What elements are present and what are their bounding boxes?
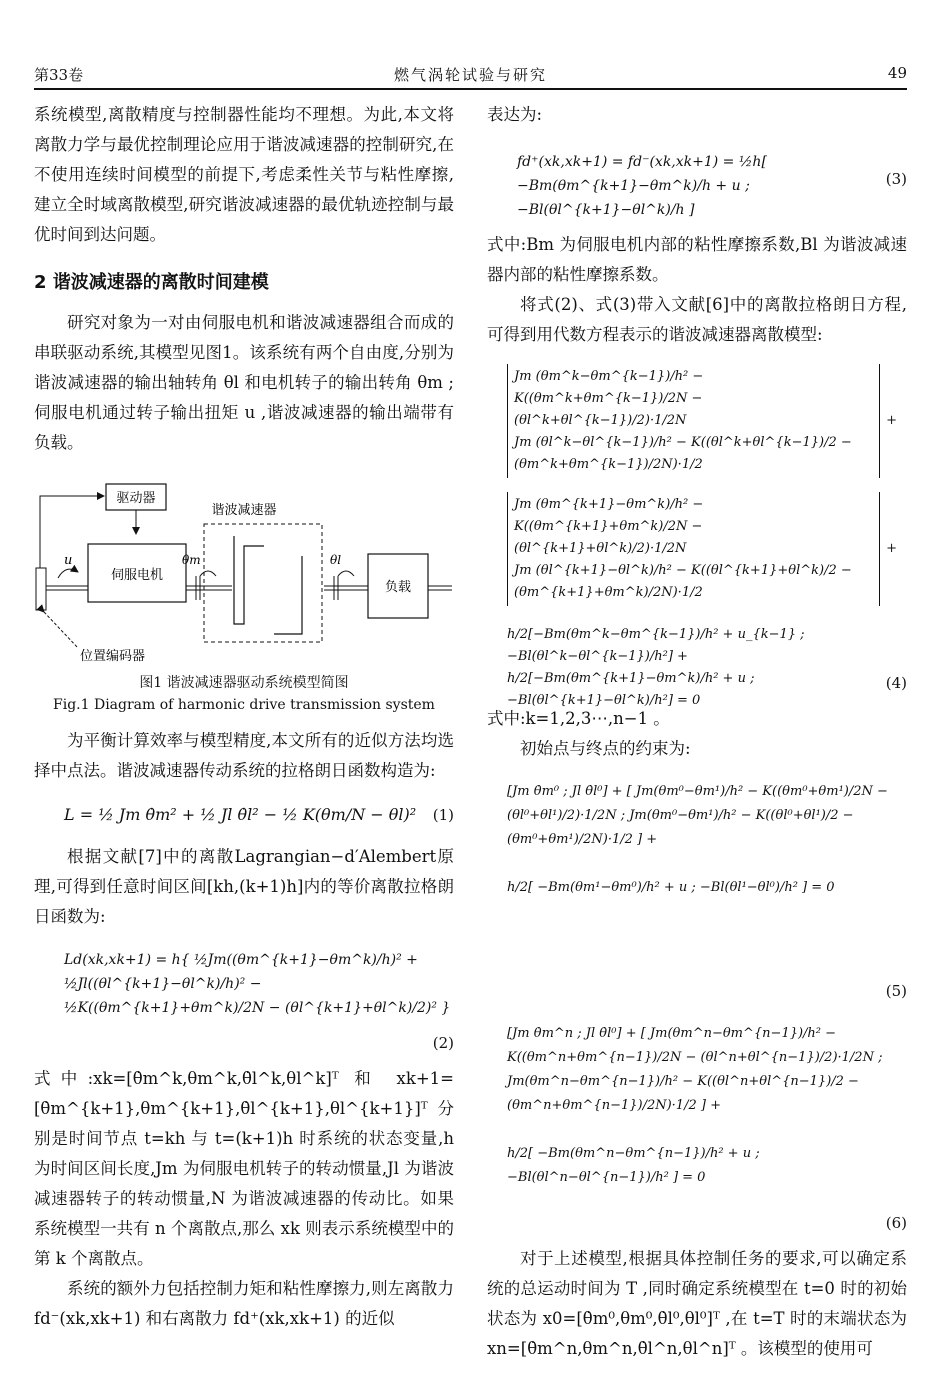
drive-label: 驱动器 bbox=[116, 491, 156, 506]
figure-caption-cn: 图1 谐波减速器驱动系统模型简图 bbox=[139, 675, 349, 691]
load-label: 负载 bbox=[384, 580, 412, 595]
object-paragraph: 研究对象为一对由伺服电机和谐波减速器组合而成的串联驱动系统,其模型见图1。该系统有两个自由度,分别为谐波减速器的输出轴转角 θl 和电机转子的输出转角 θm ;伺服电机通过转子输出扭矩 u ,谐波减速器的输出端带有负载。 bbox=[34, 313, 454, 452]
journal-title: 燃气涡轮试验与研究 bbox=[393, 66, 547, 84]
intro-paragraph: 系统模型,离散精度与控制器性能均不理想。为此,本文将离散力学与最优控制理论应用于谐波减速器的控制研究,在不使用连续时间模型的前提下,考虑柔性关节与粘性摩擦,建立全时域离散模型,研究谐波减速器的最优轨迹控制与最优时间到达问题。 bbox=[34, 105, 454, 244]
equation-5 bbox=[487, 770, 907, 1006]
equation-4: Jm (θm^k−θm^{k−1})/h² − K((θm^k+θm^{k−1})/2N − (θl^k+θl^{k−1})/2)·1/2N Jm (θl^k−θl^{k−1})/h² − K((θl^k+θl^{k−1})/2 − (θm^k+θm^{k−1})/2N)·1/2 + Jm (θm^{k+1}−θm^k)/h² − K((θm^{k+1}+θm^k)/2N − (θl^{k+1}+θl^k)/2)·1/2N Jm (θl^{k+1}−θl^k)/h² − K((θl^{k+1}+θl^k)/2 − (θm^{k+1}+θm^k)/2N)·1/2 + h/2[−Bm(θm^k−θm^{k−1})/h² + u_{k−1} ; −Bl(θl^k−θl^{k−1})/h²] + h/2[−Bm(θm^{k+1}−θm^k)/h² + u ; −Bl(θl^{k+1}−θl^k)/h²] = 0 (4) bbox=[487, 356, 907, 698]
equation-1-number: (1) bbox=[432, 806, 454, 824]
theta-l-label: θl bbox=[330, 553, 342, 567]
equation-3 bbox=[487, 136, 907, 224]
equation-4-row-3: Jm (θm^{k+1}−θm^k)/h² − K((θm^{k+1}+θm^k)/2N − (θl^{k+1}+θl^k)/2)·1/2N bbox=[514, 497, 704, 556]
final-paragraph: 对于上述模型,根据具体控制任务的要求,可以确定系统的总运动时间为 T ,同时确定系统模型在 t=0 时的初始状态为 x0=[θ̇m⁰,θm⁰,θ̇l⁰,θl⁰]ᵀ ,在 t=T 时的末端状态为 xn=[θ̇m^n,θm^n,θ̇l^n,θl^n]ᵀ 。该模型的使用可 bbox=[487, 1249, 907, 1358]
equation-1 bbox=[34, 792, 454, 836]
u-label: u bbox=[64, 553, 73, 568]
motor-label: 伺服电机 bbox=[110, 568, 164, 583]
midpoint-paragraph: 为平衡计算效率与模型精度,本文所有的近似方法均选择中点法。谐波减速器传动系统的拉格朗日函数构造为: bbox=[34, 731, 454, 780]
equation-4-number: (4) bbox=[885, 674, 907, 692]
equation-2-number: (2) bbox=[432, 1034, 454, 1052]
expression-paragraph: 表达为: bbox=[487, 105, 543, 124]
header-rule bbox=[34, 88, 907, 90]
figure-caption-en: Fig.1 Diagram of harmonic drive transmission system bbox=[53, 697, 435, 713]
definition-paragraph: 式中:xk=[θ̇m^k,θm^k,θ̇l^k,θl^k]ᵀ 和 xk+1=[θ̇m^{k+1},θm^{k+1},θ̇l^{k+1},θl^{k+1}]ᵀ 分别是时间节点 t=kh 与 t=(k+1)h 时系统的状态变量,h 为时间区间长度,Jm 为伺服电机转子的转动惯量,Jl 为谐波减速器转子的转动惯量,N 为谐波减速器的传动比。如果系统模型一共有 n 个离散点,那么 xk 则表示系统模型中的第 k 个离散点。 bbox=[34, 1069, 454, 1268]
left-column bbox=[34, 100, 454, 1334]
right-column bbox=[487, 100, 907, 1364]
equation-4-row-4: Jm (θl^{k+1}−θl^k)/h² − K((θl^{k+1}+θl^k)/2 − (θm^{k+1}+θm^k)/2N)·1/2 bbox=[514, 563, 852, 600]
equation-4-row-2: Jm (θl^k−θl^{k−1})/h² − K((θl^k+θl^{k−1})/2 − (θm^k+θm^{k−1})/2N)·1/2 bbox=[514, 435, 852, 472]
encoder-label: 位置编码器 bbox=[80, 649, 146, 664]
equation-2 bbox=[34, 938, 454, 1058]
equation-5-number: (5) bbox=[885, 982, 907, 1000]
reducer-label: 谐波减速器 bbox=[211, 503, 277, 518]
volume-label: 第33卷 bbox=[34, 66, 84, 84]
force-paragraph: 系统的额外力包括控制力矩和粘性摩擦力,则左离散力 fd⁻(xk,xk+1) 和右离散力 fd⁺(xk,xk+1) 的近似 bbox=[34, 1279, 454, 1328]
system-diagram bbox=[34, 464, 454, 672]
equation-4-row-5: h/2[−Bm(θm^k−θm^{k−1})/h² + u_{k−1} ; −Bl(θl^k−θl^{k−1})/h²] + h/2[−Bm(θm^{k+1}−θm^k)/h² + u ; −Bl(θl^{k+1}−θl^k)/h²] = 0 bbox=[507, 627, 805, 708]
equation-4-block-2 bbox=[507, 492, 880, 606]
equation-3-body: fd⁺(xk,xk+1) = fd⁻(xk,xk+1) = ½h[ −Bm(θm^{k+1}−θm^k)/h + u ; −Bl(θl^{k+1}−θl^k)/h ] bbox=[517, 154, 767, 218]
equation-2-body: Ld(xk,xk+1) = h{ ½Jm((θm^{k+1}−θm^k)/h)² + ½Jl((θl^{k+1}−θl^k)/h)² − ½K((θm^{k+1}+θm^k)/2N − (θl^{k+1}+θl^k)/2)² } bbox=[64, 952, 451, 1016]
page-number: 49 bbox=[887, 64, 907, 82]
constraint-paragraph: 初始点与终点的约束为: bbox=[520, 739, 691, 758]
section-title: 2 谐波减速器的离散时间建模 bbox=[34, 272, 269, 293]
equation-4-row-1: Jm (θm^k−θm^{k−1})/h² − K((θm^k+θm^{k−1})/2N − (θl^k+θl^{k−1})/2)·1/2N bbox=[514, 369, 704, 428]
equation-6-number: (6) bbox=[885, 1214, 907, 1232]
equation-5-part-b: h/2[ −Bm(θm¹−θm⁰)/h² + u ; −Bl(θl¹−θl⁰)/h² ] = 0 bbox=[507, 880, 835, 895]
figure-1 bbox=[34, 464, 454, 672]
equation-6 bbox=[487, 1012, 907, 1238]
equation-4-block-1 bbox=[507, 364, 880, 478]
equation-5-part-a: [Jm θ̇m⁰ ; Jl θ̇l⁰] + [ Jm(θm⁰−θm¹)/h² − K((θm⁰+θm¹)/2N − (θl⁰+θl¹)/2)·1/2N ; Jm(θm⁰−θm¹)/h² − K((θl⁰+θl¹)/2 − (θm⁰+θm¹)/2N)·1/2 ] + bbox=[507, 784, 888, 847]
lagrangian-paragraph: 根据文献[7]中的离散Lagrangian−d′Alembert原理,可得到任意时间区间[kh,(k+1)h]内的等价离散拉格朗日函数为: bbox=[34, 847, 454, 926]
equation-6-part-a: [Jm θ̇m^n ; Jl θ̇l⁰] + [ Jm(θm^n−θm^{n−1})/h² − K((θm^n+θm^{n−1})/2N − (θl^n+θl^{n−1})/2)·1/2N ; Jm(θm^n−θm^{n−1})/h² − K((θl^n+θl^{n−1})/2 − (θm^n+θm^{n−1})/2N)·1/2 ] + bbox=[507, 1026, 883, 1113]
equation-3-number: (3) bbox=[885, 170, 907, 188]
where3-paragraph: 式中:Bm 为伺服电机内部的粘性摩擦系数,Bl 为谐波减速器内部的粘性摩擦系数。 bbox=[487, 235, 907, 284]
theta-m-label: θm bbox=[182, 553, 201, 567]
equation-1-body: L = ½ Jm θ̇m² + ½ Jl θ̇l² − ½ K(θm/N − θl)² bbox=[64, 805, 417, 824]
k-range-paragraph: 式中:k=1,2,3⋯,n−1 。 bbox=[487, 709, 670, 728]
substitution-paragraph: 将式(2)、式(3)带入文献[6]中的离散拉格朗日方程,可得到用代数方程表示的谐波减速器离散模型: bbox=[487, 295, 907, 344]
equation-6-part-b: h/2[ −Bm(θm^n−θm^{n−1})/h² + u ; −Bl(θl^n−θl^{n−1})/h² ] = 0 bbox=[507, 1146, 760, 1185]
running-header bbox=[34, 64, 907, 86]
